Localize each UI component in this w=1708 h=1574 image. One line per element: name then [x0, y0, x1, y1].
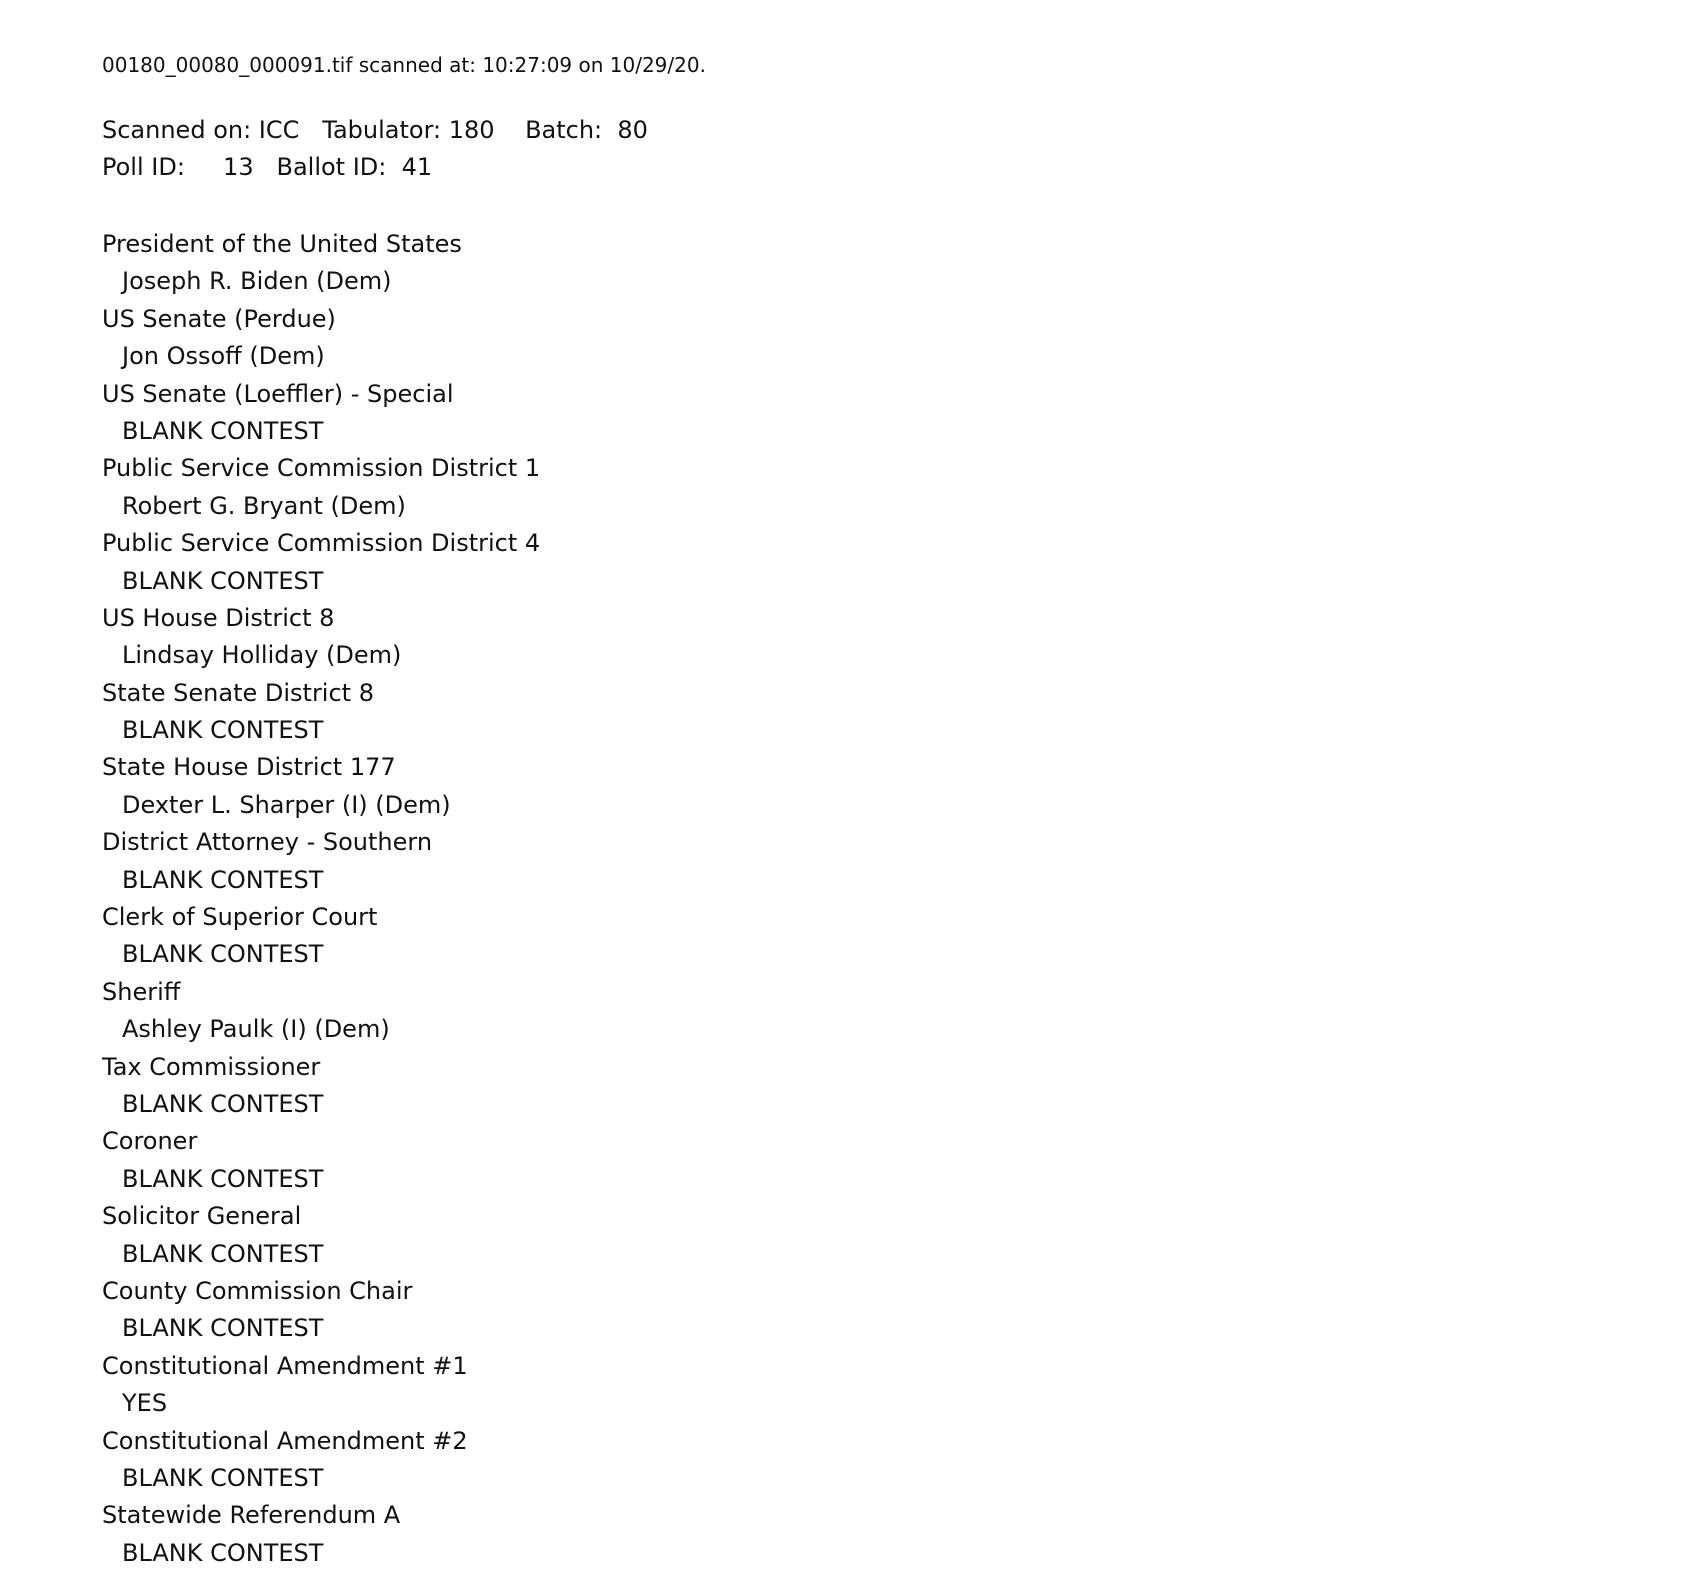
contest-choice: BLANK CONTEST — [122, 940, 324, 969]
contest-item — [102, 1497, 540, 1572]
contest-item — [102, 749, 540, 824]
contest-choice: BLANK CONTEST — [122, 566, 324, 595]
contest-choice: BLANK CONTEST — [122, 1463, 324, 1492]
contest-item — [102, 1198, 540, 1273]
scan-filename-line: 00180_00080_000091.tif scanned at: 10:27:09 on 10/29/20. — [102, 53, 706, 77]
contest-title: Public Service Commission District 4 — [102, 529, 541, 558]
contest-item — [102, 675, 540, 750]
contest-item — [102, 376, 540, 451]
contest-item — [102, 1049, 540, 1124]
contest-title: US Senate (Loeffler) - Special — [102, 379, 454, 408]
poll-ballot-id-line: Poll ID: 13 Ballot ID: 41 — [102, 153, 433, 181]
scanner-info-line: Scanned on: ICC Tabulator: 180 Batch: 80 — [102, 116, 648, 144]
contest-title: State House District 177 — [102, 753, 396, 782]
contest-title: District Attorney - Southern — [102, 828, 433, 857]
contest-title: Clerk of Superior Court — [102, 903, 378, 932]
contest-item — [102, 450, 540, 525]
contest-title: US House District 8 — [102, 603, 335, 632]
contest-list — [102, 226, 540, 1572]
contest-item — [102, 600, 540, 675]
contest-choice: BLANK CONTEST — [122, 1314, 324, 1343]
contest-item — [102, 525, 540, 600]
contest-choice: Dexter L. Sharper (I) (Dem) — [122, 790, 451, 819]
contest-choice: BLANK CONTEST — [122, 1239, 324, 1268]
contest-title: President of the United States — [102, 230, 462, 258]
contest-title: Constitutional Amendment #2 — [102, 1426, 468, 1455]
contest-item — [102, 226, 540, 301]
contest-title: State Senate District 8 — [102, 678, 374, 707]
contest-item — [102, 824, 540, 899]
contest-title: County Commission Chair — [102, 1276, 413, 1305]
contest-choice: BLANK CONTEST — [122, 1164, 324, 1193]
contest-title: Tax Commissioner — [102, 1052, 321, 1081]
contest-choice: BLANK CONTEST — [122, 416, 324, 445]
contest-choice: YES — [122, 1389, 168, 1418]
contest-choice: Robert G. Bryant (Dem) — [122, 491, 406, 520]
contest-item — [102, 1348, 540, 1423]
contest-title: Sheriff — [102, 977, 181, 1006]
contest-item — [102, 1123, 540, 1198]
contest-item — [102, 301, 540, 376]
contest-choice: Jon Ossoff (Dem) — [122, 342, 325, 371]
contest-choice: BLANK CONTEST — [122, 865, 324, 894]
contest-choice: Lindsay Holliday (Dem) — [122, 641, 402, 670]
contest-title: Constitutional Amendment #1 — [102, 1351, 468, 1380]
contest-item — [102, 899, 540, 974]
contest-title: Statewide Referendum A — [102, 1501, 401, 1530]
contest-choice: BLANK CONTEST — [122, 716, 324, 745]
contest-item — [102, 974, 540, 1049]
contest-item — [102, 1273, 540, 1348]
contest-title: Coroner — [102, 1127, 198, 1156]
contest-title: Public Service Commission District 1 — [102, 454, 541, 483]
contest-choice: Joseph R. Biden (Dem) — [122, 267, 392, 296]
contest-item — [102, 1423, 540, 1498]
contest-choice: BLANK CONTEST — [122, 1089, 324, 1118]
contest-choice: BLANK CONTEST — [122, 1538, 324, 1567]
contest-choice: Ashley Paulk (I) (Dem) — [122, 1015, 390, 1044]
contest-title: US Senate (Perdue) — [102, 304, 336, 333]
contest-title: Solicitor General — [102, 1202, 302, 1231]
